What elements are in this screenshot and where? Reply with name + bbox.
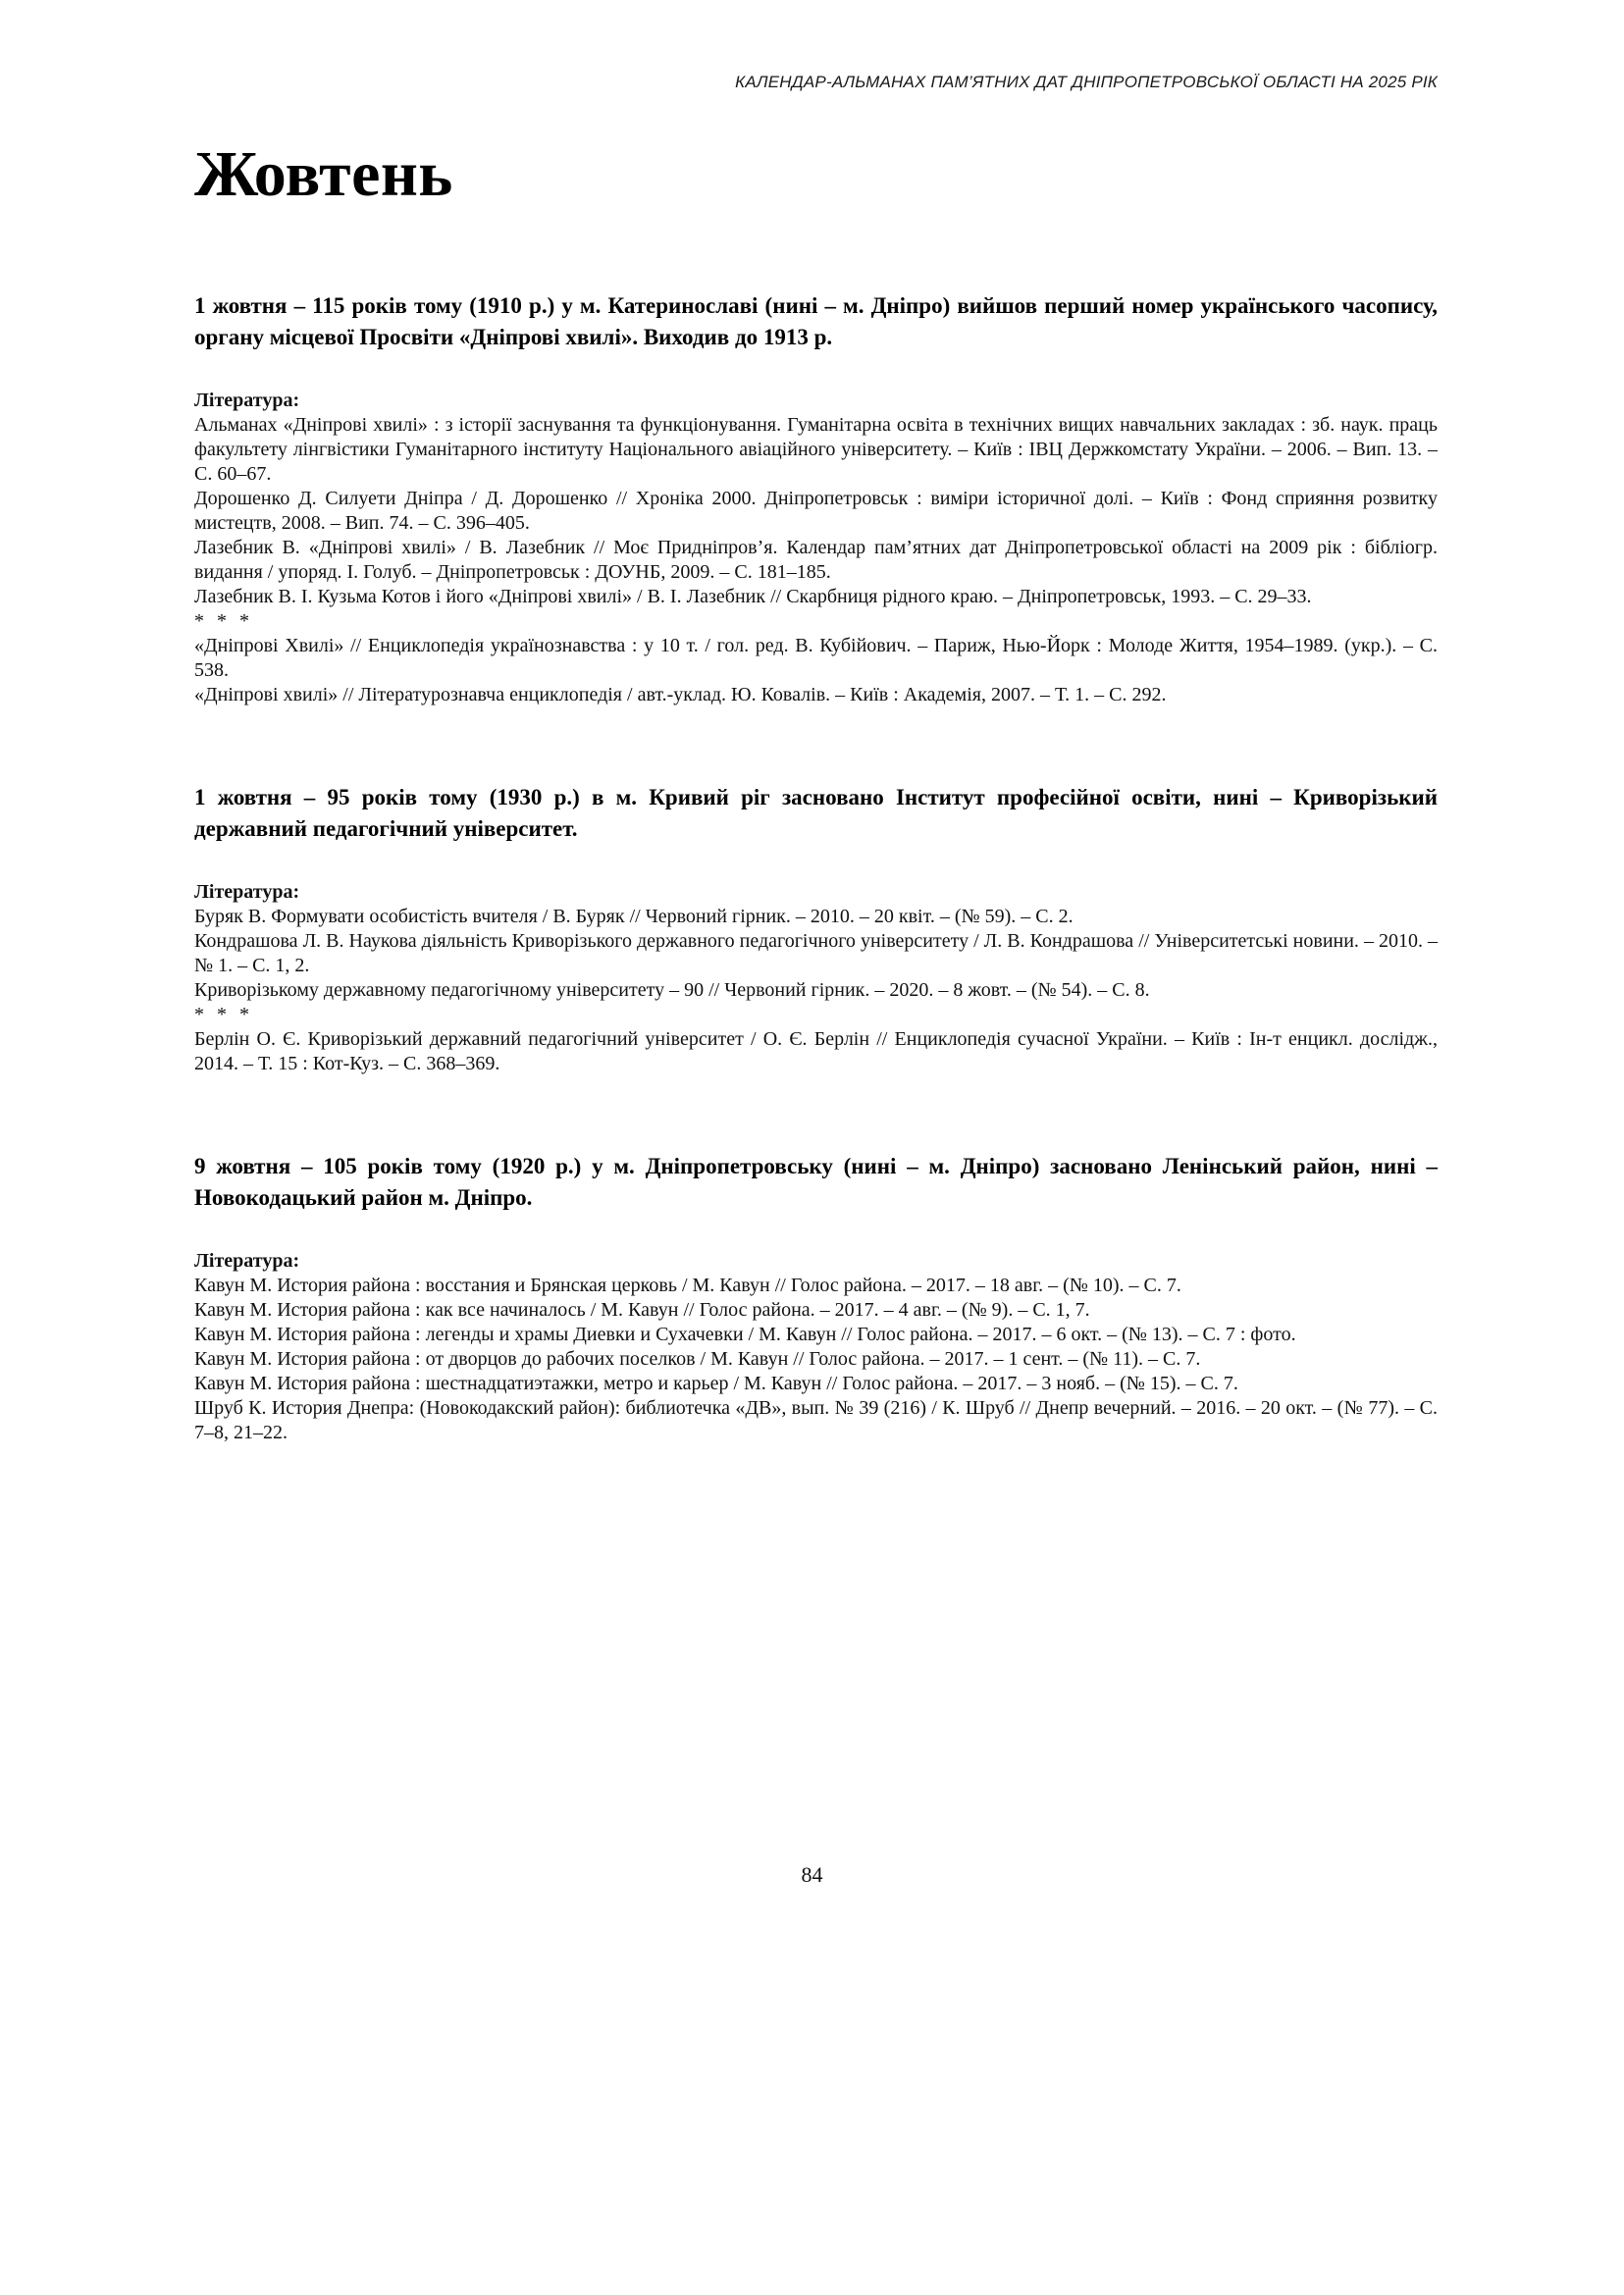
entry-heading: 1 жовтня – 95 років тому (1930 р.) в м. Кривий ріг засновано Інститут професійної освіти, нині – Криворізький державний педагогічний університет.	[194, 785, 1438, 841]
reference-item: «Дніпрові Хвилі» // Енциклопедія українознавства : у 10 т. / гол. ред. В. Кубійович. – Париж, Нью-Йорк : Молоде Життя, 1954–1989. (укр.). – С. 538.	[194, 635, 1438, 681]
literature-label: Література:	[194, 881, 300, 903]
entry	[194, 1151, 1438, 1445]
reference-item: Криворізькому державному педагогічному університету – 90 // Червоний гірник. – 2020. – 8 жовт. – (№ 54). – С. 8.	[194, 979, 1150, 1001]
reference-item: Кавун М. История района : шестнадцатиэтажки, метро и карьер / М. Кавун // Голос района. – 2017. – 3 нояб. – (№ 15). – С. 7.	[194, 1373, 1238, 1394]
reference-item: Дорошенко Д. Силуети Дніпра / Д. Дорошенко // Хроніка 2000. Дніпропетровськ : виміри історичної долі. – Київ : Фонд сприяння розвитку мистецтв, 2008. – Вип. 74. – С. 396–405.	[194, 488, 1438, 534]
reference-separator: * * *	[194, 610, 253, 632]
reference-item: Кавун М. История района : от дворцов до рабочих поселков / М. Кавун // Голос района. – 2017. – 1 сент. – (№ 11). – С. 7.	[194, 1348, 1201, 1370]
entry-heading: 1 жовтня – 115 років тому (1910 р.) у м. Катеринославі (нині – м. Дніпро) вийшов перший номер українського часопису, органу місцевої Просвіти «Дніпрові хвилі». Виходив до 1913 р.	[194, 293, 1438, 349]
reference-separator: * * *	[194, 1004, 253, 1025]
reference-item: Кавун М. История района : восстания и Брянская церковь / М. Кавун // Голос района. – 2017. – 18 авг. – (№ 10). – С. 7.	[194, 1275, 1181, 1296]
reference-item: Кавун М. История района : как все начиналось / М. Кавун // Голос района. – 2017. – 4 авг. – (№ 9). – С. 1, 7.	[194, 1299, 1090, 1321]
month-title: Жовтень	[194, 138, 453, 210]
reference-item: Шруб К. История Днепра: (Новокодакский район): библиотечка «ДВ», вып. № 39 (216) / К. Шруб // Днепр вечерний. – 2016. – 20 окт. – (№ 77). – С. 7–8, 21–22.	[194, 1397, 1438, 1443]
reference-list	[194, 1274, 1438, 1445]
entry	[194, 782, 1438, 1076]
reference-item: Лазебник В. «Дніпрові хвилі» / В. Лазебник // Моє Придніпров’я. Календар пам’ятних дат Дніпропетровської області на 2009 рік : бібліогр. видання / упоряд. І. Голуб. – Дніпропетровськ : ДОУНБ, 2009. – С. 181–185.	[194, 537, 1438, 583]
reference-item: Кондрашова Л. В. Наукова діяльність Криворізького державного педагогічного університету / Л. В. Кондрашова // Університетські новини. – 2010. – № 1. – С. 1, 2.	[194, 930, 1438, 976]
reference-list	[194, 905, 1438, 1076]
content	[194, 290, 1438, 1520]
reference-item: «Дніпрові хвилі» // Літературознавча енциклопедія / авт.-уклад. Ю. Ковалів. – Київ : Академія, 2007. – Т. 1. – С. 292.	[194, 684, 1167, 705]
literature-label: Література:	[194, 1250, 300, 1272]
entry	[194, 290, 1438, 707]
entry-heading: 9 жовтня – 105 років тому (1920 р.) у м. Дніпропетровську (нині – м. Дніпро) засновано Ленінський район, нині – Новокодацький район м. Дніпро.	[194, 1154, 1438, 1210]
reference-item: Лазебник В. І. Кузьма Котов і його «Дніпрові хвилі» / В. І. Лазебник // Скарбниця рідного краю. – Дніпропетровськ, 1993. – С. 29–33.	[194, 586, 1312, 607]
running-header: КАЛЕНДАР-АЛЬМАНАХ ПАМ’ЯТНИХ ДАТ ДНІПРОПЕТРОВСЬКОЇ ОБЛАСТІ НА 2025 РІК	[735, 73, 1438, 91]
reference-list	[194, 413, 1438, 707]
literature-label: Література:	[194, 390, 300, 411]
reference-item: Берлін О. Є. Криворізький державний педагогічний університет / О. Є. Берлін // Енциклопедія сучасної України. – Київ : Ін-т енцикл. дослідж., 2014. – Т. 15 : Кот-Куз. – С. 368–369.	[194, 1028, 1438, 1074]
reference-item: Альманах «Дніпрові хвилі» : з історії заснування та функціонування. Гуманітарна освіта в технічних вищих навчальних закладах : зб. наук. праць факультету лінгвістики Гуманітарного інституту Національного авіаційного університету. – Київ : ІВЦ Держкомстату України. – 2006. – Вип. 13. – С. 60–67.	[194, 414, 1438, 485]
reference-item: Кавун М. История района : легенды и храмы Диевки и Сухачевки / М. Кавун // Голос района. – 2017. – 6 окт. – (№ 13). – С. 7 : фото.	[194, 1324, 1296, 1345]
reference-item: Буряк В. Формувати особистість вчителя / В. Буряк // Червоний гірник. – 2010. – 20 квіт. – (№ 59). – С. 2.	[194, 906, 1074, 927]
page-number: 84	[801, 1862, 823, 1887]
